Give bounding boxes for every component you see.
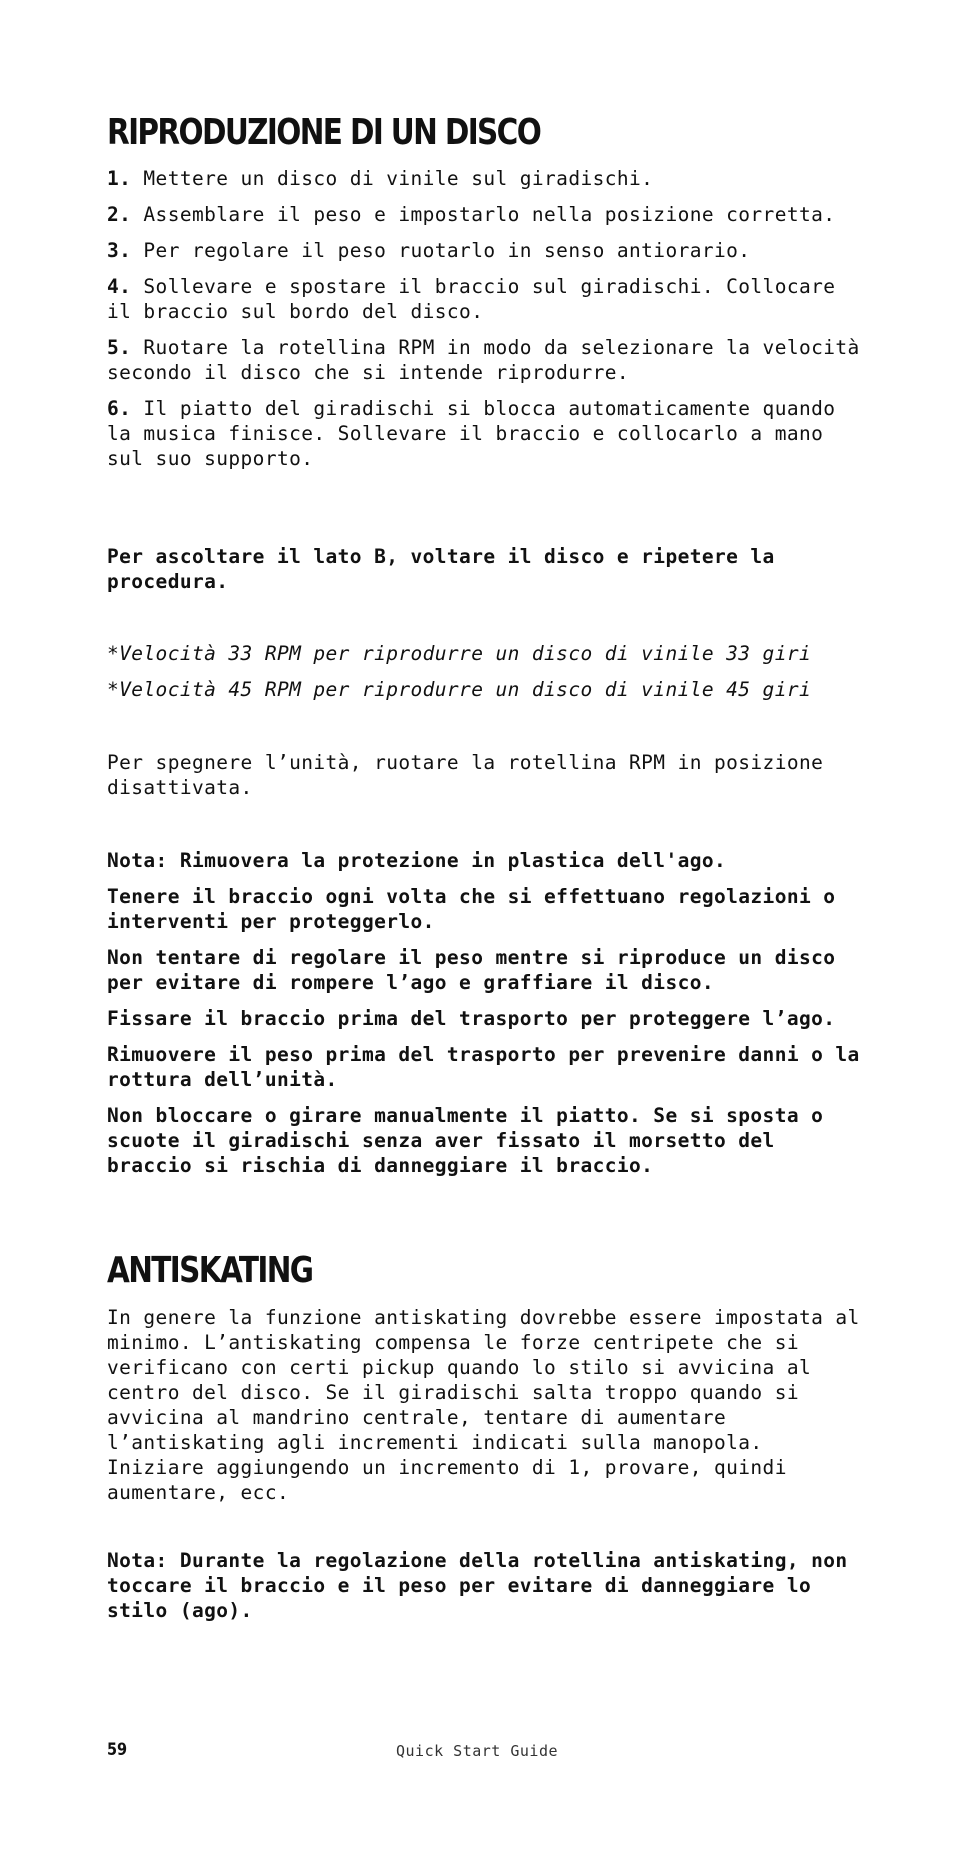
speed-note: *Velocità 33 RPM per riprodurre un disco di vinile 33 giri xyxy=(107,642,812,665)
antiskating-body: In genere la funzione antiskating dovrebbe essere impostata al minimo. L’antiskating compensa le forze centripete che si verificano con certi pickup quando lo stilo si avvicina al centro del disco. Se il giradischi salta troppo quando si avvicina al mandrino centrale, tentare di aumentare l’antiskating agli incrementi indicati sulla manopola. Iniziare aggiungendo un incremento di 1, provare, quindi aumentare, ecc. xyxy=(107,1306,860,1504)
speed-notes xyxy=(107,641,867,713)
safety-notes xyxy=(107,848,867,1189)
note-item: Rimuovere il peso prima del trasporto per prevenire danni o la rottura dell’unità. xyxy=(107,1043,860,1091)
section-title-play: RIPRODUZIONE DI UN DISCO xyxy=(107,112,541,153)
note-item: Fissare il braccio prima del trasporto per proteggere l’ago. xyxy=(107,1007,836,1030)
section-title-antiskating: ANTISKATING xyxy=(107,1250,313,1291)
list-item: 6. Il piatto del giradischi si blocca automaticamente quando la musica finisce. Sollevare il braccio e collocarlo a mano sul suo supporto. xyxy=(107,397,836,470)
side-b-instruction: Per ascoltare il lato B, voltare il disco e ripetere la procedura. xyxy=(107,545,775,593)
power-off-instruction: Per spegnere l’unità, ruotare la rotellina RPM in posizione disattivata. xyxy=(107,751,824,799)
list-item: 1. Mettere un disco di vinile sul giradischi. xyxy=(107,167,654,190)
speed-note: *Velocità 45 RPM per riprodurre un disco di vinile 45 giri xyxy=(107,678,812,701)
list-item: 5. Ruotare la rotellina RPM in modo da selezionare la velocità secondo il disco che si intende riprodurre. xyxy=(107,336,860,384)
page-number: 59 xyxy=(107,1740,128,1760)
play-steps-list xyxy=(107,166,867,482)
note-item: Nota: Rimuovera la protezione in plastica dell'ago. xyxy=(107,849,727,872)
list-item: 2. Assemblare il peso e impostarlo nella posizione corretta. xyxy=(107,203,836,226)
antiskating-note: Nota: Durante la regolazione della rotellina antiskating, non toccare il braccio e il peso per evitare di danneggiare lo stilo (ago). xyxy=(107,1549,848,1622)
note-item: Tenere il braccio ogni volta che si effettuano regolazioni o interventi per proteggerlo. xyxy=(107,885,836,933)
note-item: Non bloccare o girare manualmente il piatto. Se si sposta o scuote il giradischi senza aver fissato il morsetto del braccio si rischia di danneggiare il braccio. xyxy=(107,1104,824,1177)
footer-title: Quick Start Guide xyxy=(395,1742,559,1760)
list-item: 3. Per regolare il peso ruotarlo in senso antiorario. xyxy=(107,239,751,262)
list-item: 4. Sollevare e spostare il braccio sul giradischi. Collocare il braccio sul bordo del disco. xyxy=(107,275,836,323)
note-item: Non tentare di regolare il peso mentre si riproduce un disco per evitare di rompere l’ago e graffiare il disco. xyxy=(107,946,836,994)
